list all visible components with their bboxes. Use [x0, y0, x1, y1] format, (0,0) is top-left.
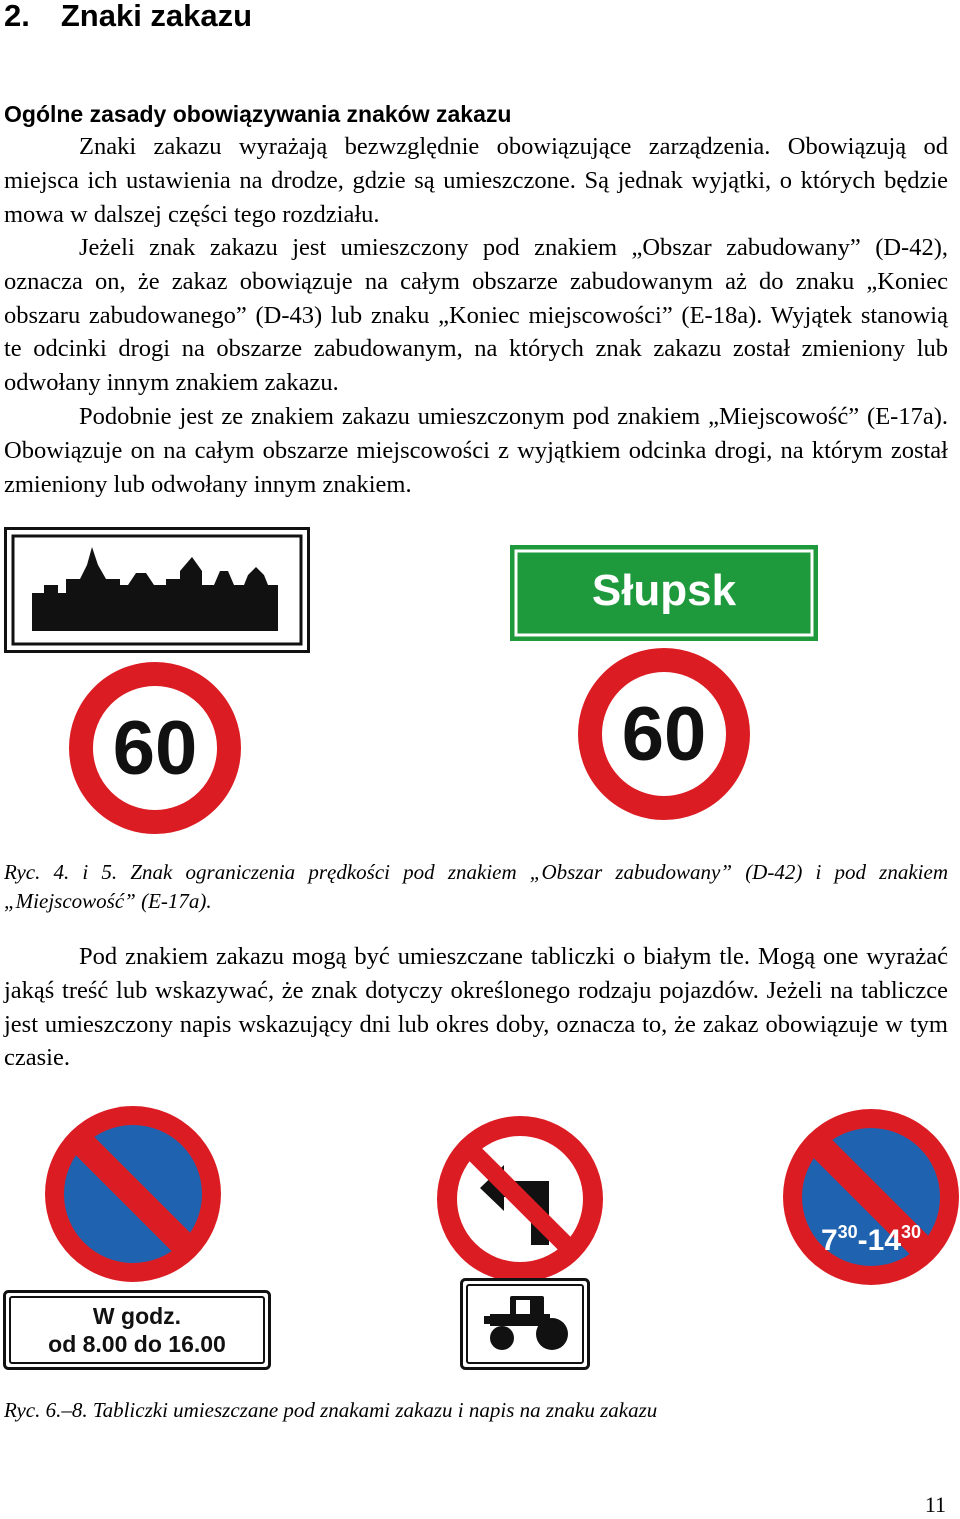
chapter-title: 2. Znaki zakazu	[4, 0, 253, 33]
body-paragraph-4: Pod znakiem zakazu mogą być umieszczane tabliczki o białym tle. Mogą one wyrażać jakąś treść lub wskazywać, że znak dotyczy określonego rodzaju pojazdów. Jeżeli na tabliczce jest umieszczony napis wskazujący dni lub okres doby, oznacza to, że zakaz obowiązuje w tym czasie.	[4, 943, 948, 1072]
speed-limit-sign-left	[66, 659, 244, 837]
no-parking-hours-sign	[782, 1108, 960, 1286]
speed-limit-value: 60	[112, 706, 198, 791]
plate-text-line-2: od 8.00 do 16.00	[48, 1331, 226, 1357]
page-number: 11	[924, 1492, 946, 1517]
no-parking-sign	[44, 1105, 222, 1283]
figure-caption-4-5: Ryc. 4. i 5. Znak ograniczenia prędkości pod znakiem „Obszar zabudowany” (D-42) i pod znakiem „Miejscowość” (E-17a).	[4, 860, 948, 913]
time-range-text: $7^{30}-14^{30}$	[820, 1222, 922, 1257]
figure-caption-6-8: Ryc. 6.–8. Tabliczki umieszczane pod znakami zakazu i napis na znaku zakazu	[4, 1398, 658, 1422]
time-plate	[3, 1290, 271, 1370]
vehicle-type-plate	[460, 1278, 590, 1370]
body-paragraph-2: Jeżeli znak zakazu jest umieszczony pod znakiem „Obszar zabudowany” (D-42), oznacza on, że zakaz obowiązuje na całym obszarze zabudowanym aż do znaku „Koniec obszaru zabudowanego” (D-43) lub znaku „Koniec miejscowości” (E-18a). Wyjątek stanowią te odcinki drogi na obszarze zabudowanym, na których znak zakazu został zmieniony lub odwołany innym znakiem zakazu.	[4, 234, 948, 397]
section-heading: Ogólne zasady obowiązywania znaków zakazu	[4, 101, 512, 127]
town-name-sign-e17a	[510, 545, 818, 641]
body-paragraph-1: Znaki zakazu wyrażają bezwzględnie obowiązujące zarządzenia. Obowiązują od miejsca ich ustawienia na drodze, gdzie są umieszczone. Są jednak wyjątki, o których będzie mowa w dalszej części tego rozdziału.	[4, 133, 948, 228]
plate-text-line-1: W godz.	[92, 1303, 182, 1329]
no-left-turn-sign	[434, 1113, 606, 1285]
town-name-text: Słupsk	[591, 566, 737, 615]
speed-limit-value: 60	[621, 692, 707, 777]
speed-limit-sign-right	[575, 645, 753, 823]
body-paragraph-3: Podobnie jest ze znakiem zakazu umieszczonym pod znakiem „Miejscowość” (E-17a). Obowiązuje on na całym obszarze miejscowości z wyjątkiem odcinka drogi, na którym został zmieniony lub odwołany innym znakiem.	[4, 403, 948, 498]
built-up-area-sign-d42	[4, 527, 310, 653]
